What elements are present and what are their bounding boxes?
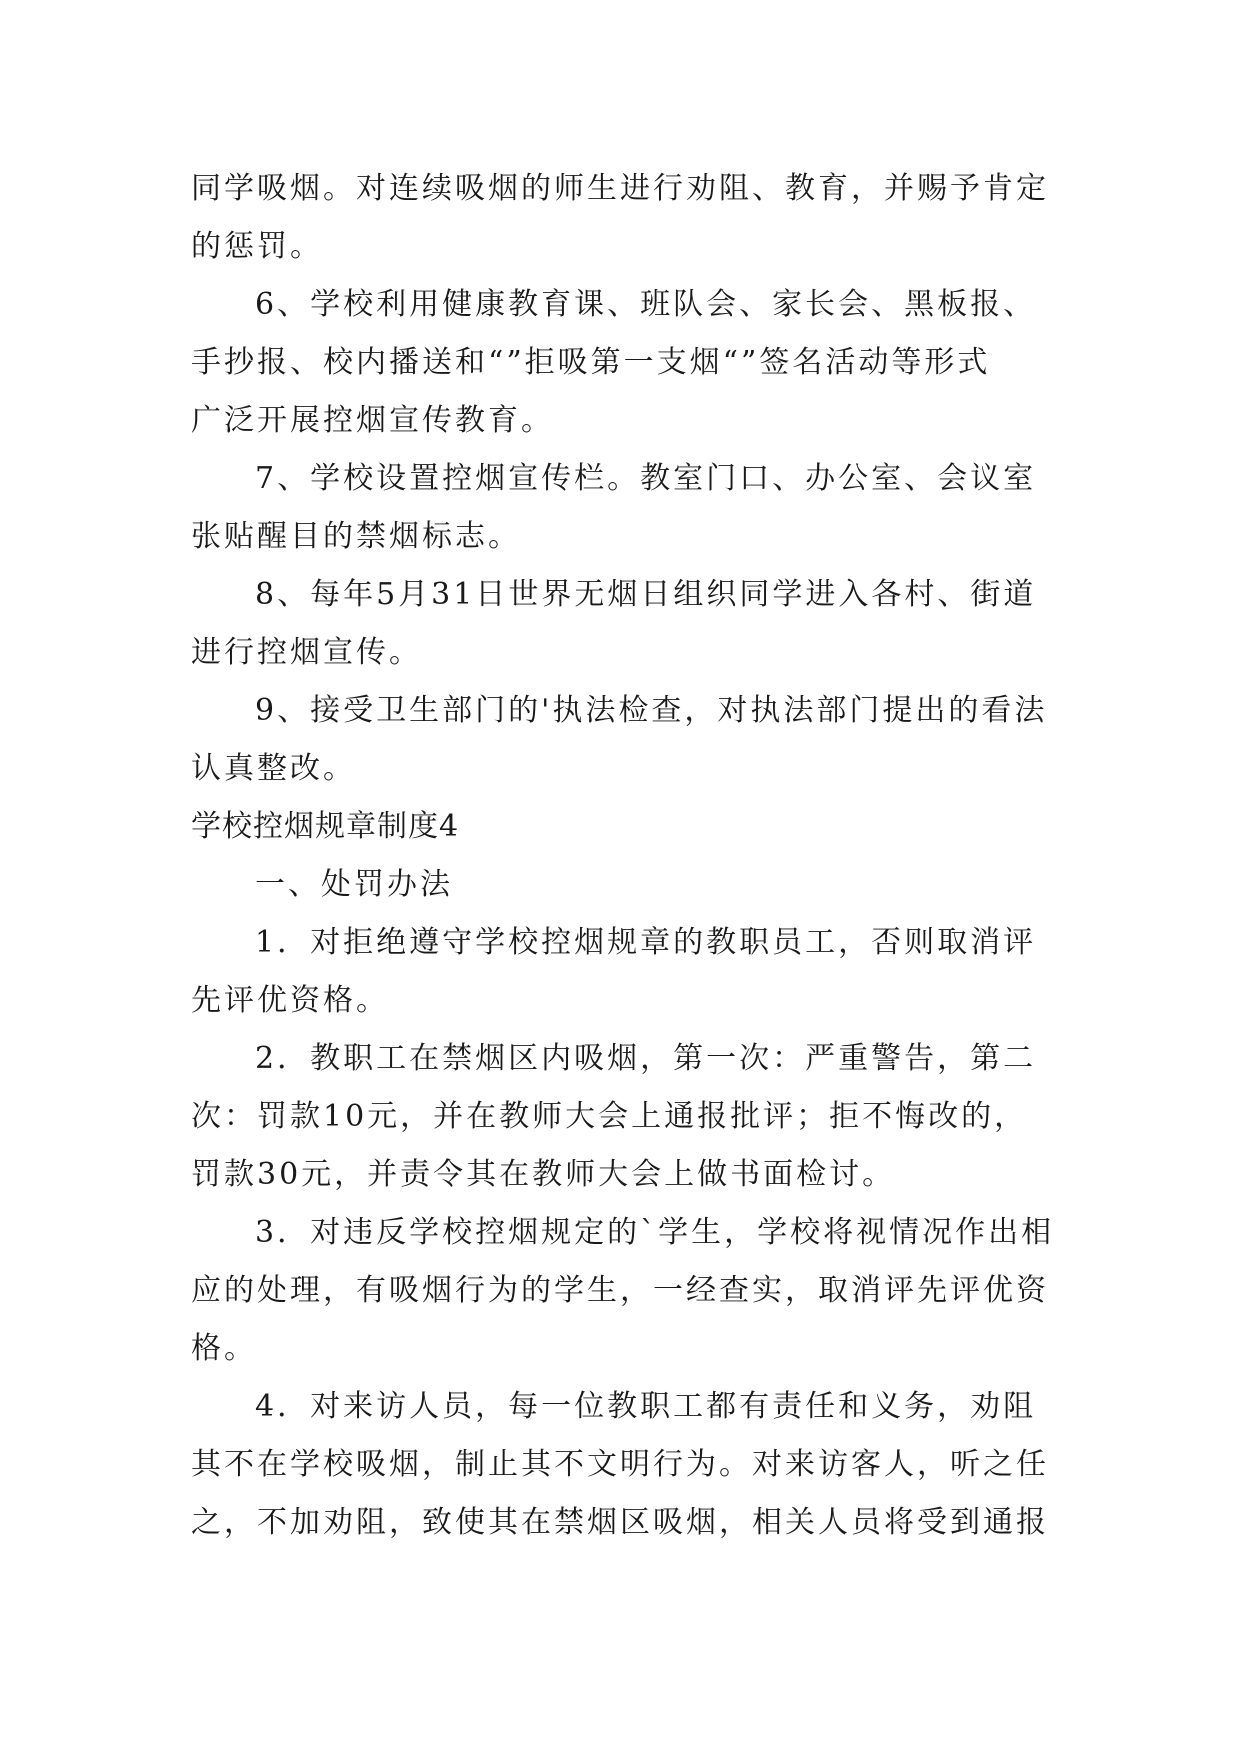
text-line: 手抄报、校内播送和“”拒吸第一支烟“”签名活动等形式 bbox=[191, 345, 991, 380]
text-line: 其不在学校吸烟，制止其不文明行为。对来访客人，听之任 bbox=[191, 1447, 1049, 1482]
text-line: 进行控烟宣传。 bbox=[191, 635, 422, 670]
text-line: 7、学校设置控烟宣传栏。教室门口、办公室、会议室 bbox=[255, 461, 1037, 496]
text-line: 之，不加劝阻，致使其在禁烟区吸烟，相关人员将受到通报 bbox=[191, 1505, 1049, 1540]
section-heading: 学校控烟规章制度4 bbox=[191, 809, 460, 844]
text-line: 同学吸烟。对连续吸烟的师生进行劝阻、教育，并赐予肯定 bbox=[191, 171, 1049, 206]
document-body bbox=[191, 160, 1053, 1552]
text-line: 1．对拒绝遵守学校控烟规章的教职员工，否则取消评 bbox=[255, 925, 1037, 960]
subsection-heading: 一、处罚办法 bbox=[255, 867, 453, 902]
text-line: 广泛开展控烟宣传教育。 bbox=[191, 403, 554, 438]
text-line: 应的处理，有吸烟行为的学生，一经查实，取消评先评优资 bbox=[191, 1273, 1049, 1308]
text-line: 次：罚款10元，并在教师大会上通报批评；拒不悔改的， bbox=[191, 1099, 1028, 1134]
text-line: 的惩罚。 bbox=[191, 229, 323, 264]
text-line: 6、学校利用健康教育课、班队会、家长会、黑板报、 bbox=[255, 287, 1037, 322]
text-line: 张贴醒目的禁烟标志。 bbox=[191, 519, 521, 554]
text-line: 4．对来访人员，每一位教职工都有责任和义务，劝阻 bbox=[255, 1389, 1037, 1424]
text-line: 认真整改。 bbox=[191, 751, 356, 786]
text-line: 2．教职工在禁烟区内吸烟，第一次：严重警告，第二 bbox=[255, 1041, 1037, 1076]
text-line: 格。 bbox=[191, 1331, 257, 1366]
text-line: 3．对违反学校控烟规定的`学生，学校将视情况作出相 bbox=[255, 1215, 1055, 1250]
text-line: 罚款30元，并责令其在教师大会上做书面检讨。 bbox=[191, 1157, 896, 1192]
text-line: 8、每年5月31日世界无烟日组织同学进入各村、街道 bbox=[255, 577, 1037, 612]
text-line: 9、接受卫生部门的'执法检查，对执法部门提出的看法 bbox=[255, 693, 1048, 728]
text-line: 先评优资格。 bbox=[191, 983, 389, 1018]
